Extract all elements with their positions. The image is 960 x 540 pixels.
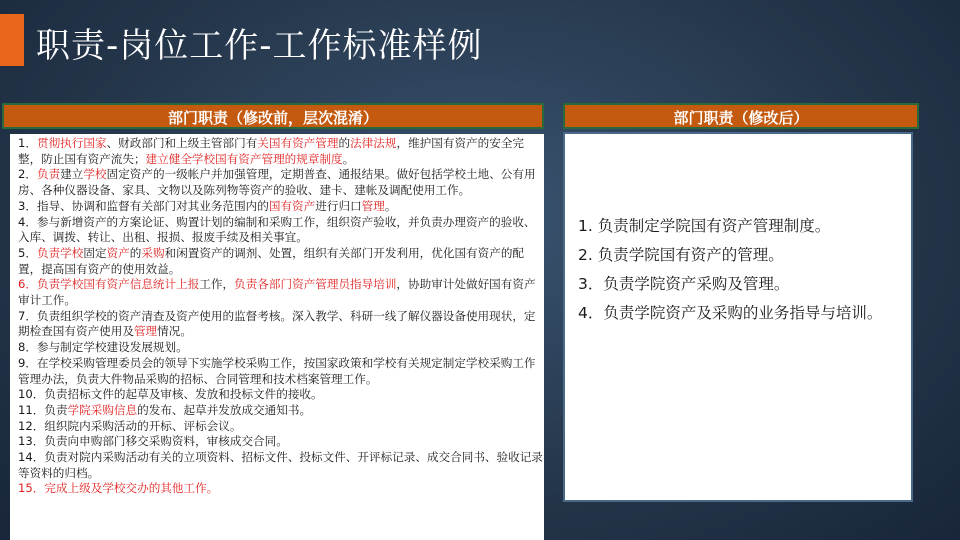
duty-text: 13．负责向申购部门移交采购资料，审核成交合同。 <box>18 434 288 449</box>
highlighted-text: 负责各部门资产管理员指导培训 <box>234 277 397 292</box>
before-duty-item <box>18 419 544 435</box>
before-duty-item <box>18 277 544 308</box>
before-duty-item <box>18 403 544 419</box>
highlighted-text: 建立健全学校国有资产管理的规章制度 <box>145 151 343 166</box>
duty-text: 。 <box>384 198 397 213</box>
highlighted-text: 采购 <box>141 245 165 260</box>
duty-text: ，协助审计处做好国有资产审计工作。 <box>18 277 536 308</box>
duty-text: 情况。 <box>157 324 192 339</box>
before-duty-item <box>18 136 544 167</box>
duty-text: 的发布、起草并发放成交通知书。 <box>137 402 312 417</box>
highlighted-text: 国有资产 <box>268 198 316 213</box>
after-duty-item: 2. 负责学院国有资产的管理。 <box>578 246 784 264</box>
after-duty-item: 1. 负责制定学院国有资产管理制度。 <box>578 217 831 235</box>
duty-text: 7．负责组织学校的资产清查及资产使用的监督考核。深入教学、科研一线了解仪器设备使用现状，定期检查国有资产使用及 <box>18 308 536 339</box>
duty-text: 。 <box>342 151 355 166</box>
title-accent-bar <box>0 14 24 66</box>
before-duty-item <box>18 199 544 215</box>
duty-text: 8．参与制定学校建设发展规划。 <box>18 340 188 355</box>
duty-text: 、财政部门和上级主管部门有 <box>106 136 258 150</box>
duty-text: 固定 <box>83 245 107 260</box>
highlighted-text: 6．负责学校国有资产信息统计上报 <box>18 277 200 292</box>
highlighted-text: 资产 <box>106 245 130 260</box>
duty-text: 2． <box>18 167 37 182</box>
highlighted-text: 管理 <box>133 324 158 339</box>
before-duty-item <box>18 340 544 356</box>
duty-text: 9．在学校采购管理委员会的领导下实施学校采购工作，按国家政策和学校有关规定制定学校采购工作管理办法，负责大件物品采购的招标、合同管理和技术档案管理工作。 <box>18 355 536 386</box>
duty-text: 1． <box>18 136 37 150</box>
after-duty-item: 3．负责学院资产采购及管理。 <box>578 275 790 293</box>
after-duty-item: 4．负责学院资产及采购的业务指导与培训。 <box>578 304 883 322</box>
before-duty-item <box>18 167 544 198</box>
before-duty-item <box>18 450 544 481</box>
duty-text: 14．负责对院内采购活动有关的立项资料、招标文件、投标文件、开评标记录、成交合同书、验收记录等资料的归档。 <box>18 450 543 480</box>
slide-title: 职责-岗位工作-工作标准样例 <box>36 26 483 66</box>
before-duty-item <box>18 434 544 450</box>
duty-text: 12．组织院内采购活动的开标、评标会议。 <box>18 418 242 433</box>
before-duty-item <box>18 246 544 277</box>
highlighted-text: 法律法规 <box>350 136 397 150</box>
highlighted-text: 学院采购信息 <box>67 402 138 417</box>
before-duty-item <box>18 309 544 340</box>
duty-text: 11．负责 <box>18 402 68 417</box>
duty-text: 和闲置资产的调剂、处置，组织有关部门开发利用，优化国有资产的配置，提高国有资产的使用效益。 <box>18 245 525 276</box>
duty-text: 建立 <box>60 167 84 182</box>
after-panel-header: 部门职责（修改后） <box>563 103 919 129</box>
duty-text: 进行归口 <box>315 198 362 213</box>
duty-text: 4．参与新增资产的方案论证、购置计划的编制和采购工作，组织资产验收，并负责办理资产的验收、入库、调拨、转让、出租、报损、报废手续及相关事宜。 <box>18 214 536 245</box>
duty-text: 10．负责招标文件的起草及审核、发放和投标文件的接收。 <box>18 387 323 402</box>
highlighted-text: 15．完成上级及学校交办的其他工作。 <box>18 481 219 496</box>
highlighted-text: 关国有资产管理 <box>257 136 339 150</box>
after-duty-list <box>565 212 911 328</box>
duty-text: 3．指导、协调和监督有关部门对其业务范围内的 <box>18 198 269 213</box>
highlighted-text: 负责 <box>36 167 61 182</box>
before-duty-item <box>18 387 544 403</box>
after-panel-body <box>563 132 913 502</box>
duty-text: ，维护国有资产的安全完整，防止国有资产流失； <box>18 136 525 166</box>
highlighted-text: 负责学校 <box>36 245 84 260</box>
highlighted-text: 学校 <box>83 167 107 182</box>
duty-text: 5． <box>18 245 37 260</box>
highlighted-text: 贯彻执行国家 <box>36 136 107 150</box>
duty-text: 工作， <box>199 277 235 292</box>
duty-text: 的 <box>129 245 142 260</box>
before-duty-item <box>18 481 544 497</box>
duty-text: 的 <box>338 136 351 150</box>
before-duty-list <box>18 136 544 497</box>
highlighted-text: 管理 <box>361 198 385 213</box>
duty-text: 固定资产的一级帐户并加强管理，定期普查、通报结果。做好包括学校土地、公有用房、各种仪器设备、家具、文物以及陈列物等资产的验收、建卡、建帐及调配使用工作。 <box>18 167 536 198</box>
before-duty-item <box>18 356 544 387</box>
before-panel-body <box>10 134 544 540</box>
before-duty-item <box>18 215 544 246</box>
before-panel-header: 部门职责（修改前，层次混淆） <box>2 103 544 129</box>
